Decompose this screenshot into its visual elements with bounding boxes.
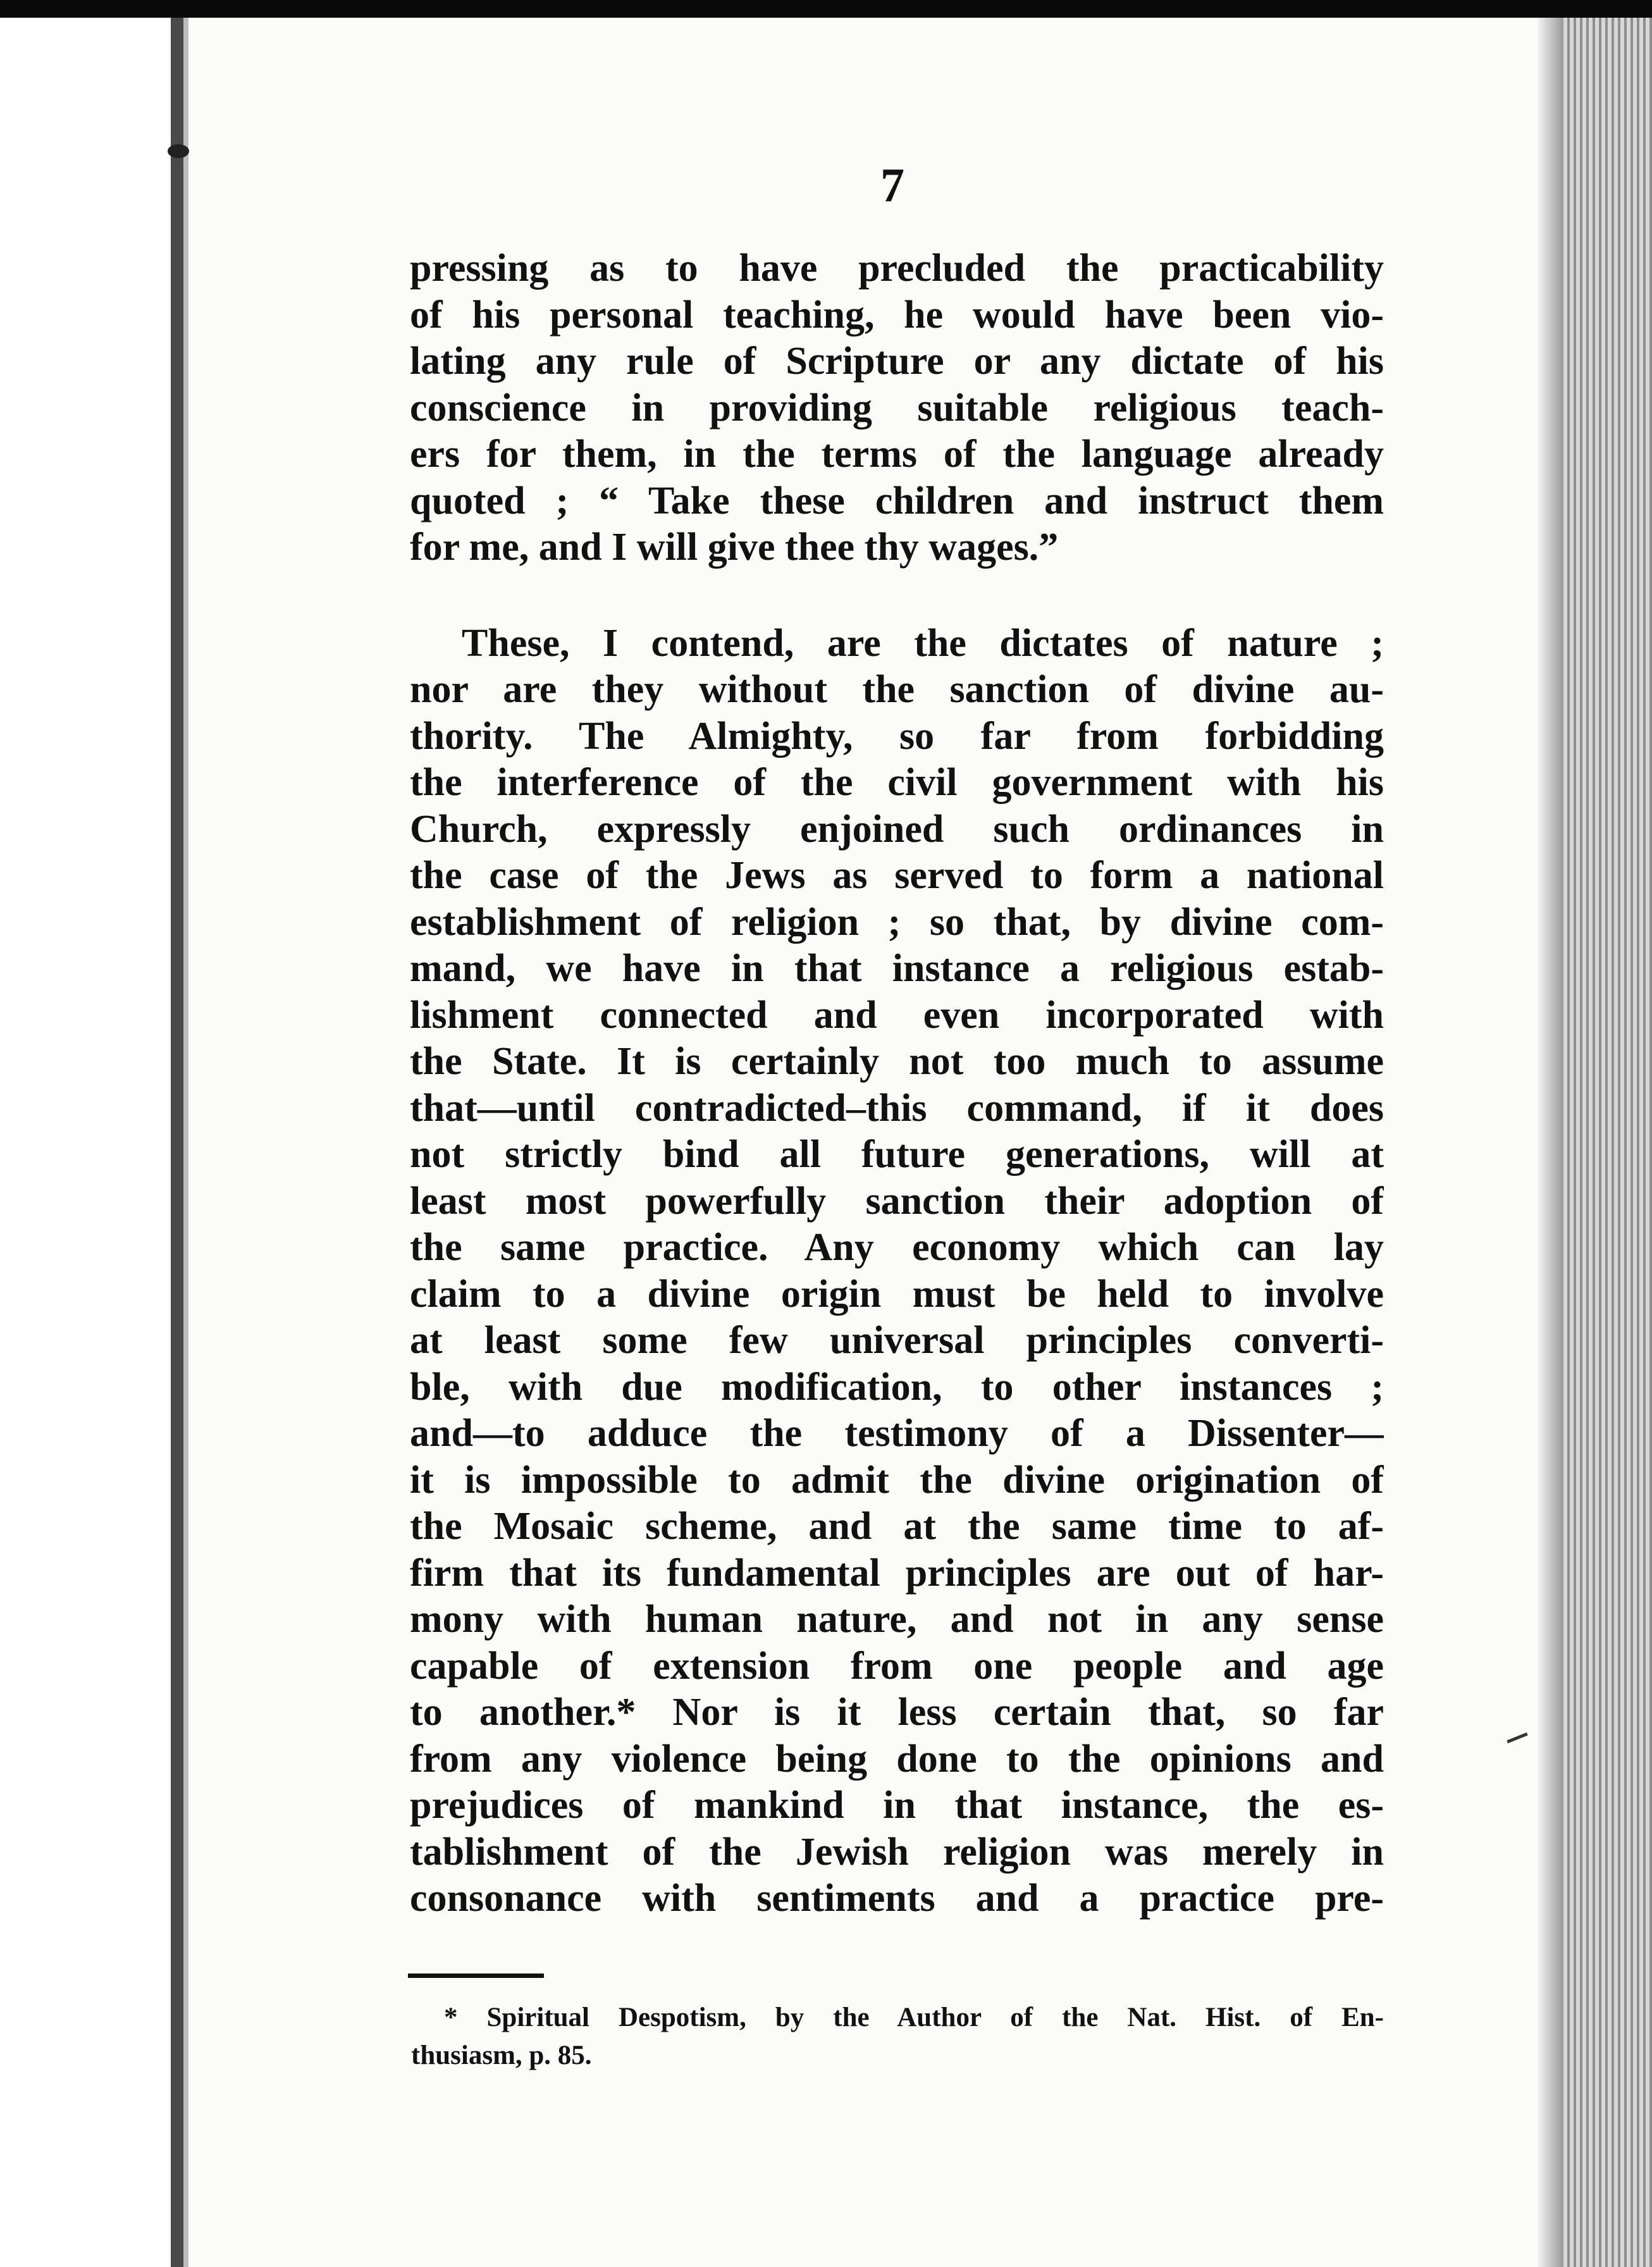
text-line: capable of extension from one people and age <box>410 1644 1384 1688</box>
page-number: 7 <box>880 159 904 212</box>
text-line: lishment connected and even incorporated with <box>410 993 1384 1037</box>
text-line: Church, expressly enjoined such ordinances in <box>410 807 1384 851</box>
text-line: at least some few universal principles converti- <box>410 1319 1384 1362</box>
text-line: conscience in providing suitable religious teach- <box>410 386 1384 429</box>
text-line: ers for them, in the terms of the language already <box>410 433 1384 476</box>
body-text <box>410 245 1384 1922</box>
ink-blot-mark <box>168 144 189 158</box>
text-line: thority. The Almighty, so far from forbidding <box>410 714 1384 758</box>
text-line: the interference of the civil government with his <box>410 761 1384 804</box>
scan-top-border <box>0 0 1652 18</box>
text-line: the State. It is certainly not too much to assume <box>410 1040 1384 1083</box>
text-line: not strictly bind all future generations, will at <box>410 1133 1384 1176</box>
footnote-rule <box>408 1974 544 1978</box>
text-line: pressing as to have precluded the practicability <box>410 247 1384 290</box>
text-line: These, I contend, are the dictates of nature ; <box>462 621 1384 665</box>
text-line: mony with human nature, and not in any sense <box>410 1598 1384 1641</box>
text-line: mand, we have in that instance a religious estab- <box>410 947 1384 990</box>
text-line: it is impossible to admit the divine origination of <box>410 1458 1384 1502</box>
scan-left-gutter <box>171 18 183 2267</box>
text-line: that—until contradicted–this command, if it does <box>410 1086 1384 1130</box>
text-line: and—to adduce the testimony of a Dissenter— <box>410 1412 1384 1455</box>
paragraph-break <box>410 571 1384 621</box>
text-line: the Mosaic scheme, and at the same time to af- <box>410 1505 1384 1548</box>
text-line: of his personal teaching, he would have been vio- <box>410 293 1384 337</box>
text-line: prejudices of mankind in that instance, the es- <box>410 1784 1384 1827</box>
text-line: tablishment of the Jewish religion was merely in <box>410 1830 1384 1874</box>
text-line: ble, with due modification, to other instances ; <box>410 1365 1384 1409</box>
page-fore-edge-shadow <box>1538 18 1563 2267</box>
text-line: from any violence being done to the opinions and <box>410 1737 1384 1781</box>
text-line: the same practice. Any economy which can lay <box>410 1226 1384 1269</box>
text-line: the case of the Jews as served to form a national <box>410 854 1384 897</box>
page-fore-edge <box>1563 18 1652 2267</box>
text-line: lating any rule of Scripture or any dictate of his <box>410 340 1384 383</box>
footnote-line: thusiasm, p. 85. <box>411 2041 592 2070</box>
text-line: establishment of religion ; so that, by divine com- <box>410 900 1384 944</box>
text-line: to another.* Nor is it less certain that, so far <box>410 1691 1384 1734</box>
text-line: firm that its fundamental principles are out of har- <box>410 1551 1384 1595</box>
text-line: quoted ; “ Take these children and instruct them <box>410 479 1384 522</box>
text-line: least most powerfully sanction their adoption of <box>410 1179 1384 1223</box>
text-line: for me, and I will give thee thy wages.” <box>410 526 1059 569</box>
footnote <box>411 1999 1384 2075</box>
text-line: consonance with sentiments and a practice pre- <box>410 1877 1384 1920</box>
text-line: claim to a divine origin must be held to involve <box>410 1272 1384 1316</box>
scan-left-gutter-edge <box>183 18 188 2267</box>
text-line: nor are they without the sanction of divine au- <box>410 668 1384 711</box>
footnote-line: * Spiritual Despotism, by the Author of the Nat. Hist. of En- <box>444 2003 1384 2032</box>
